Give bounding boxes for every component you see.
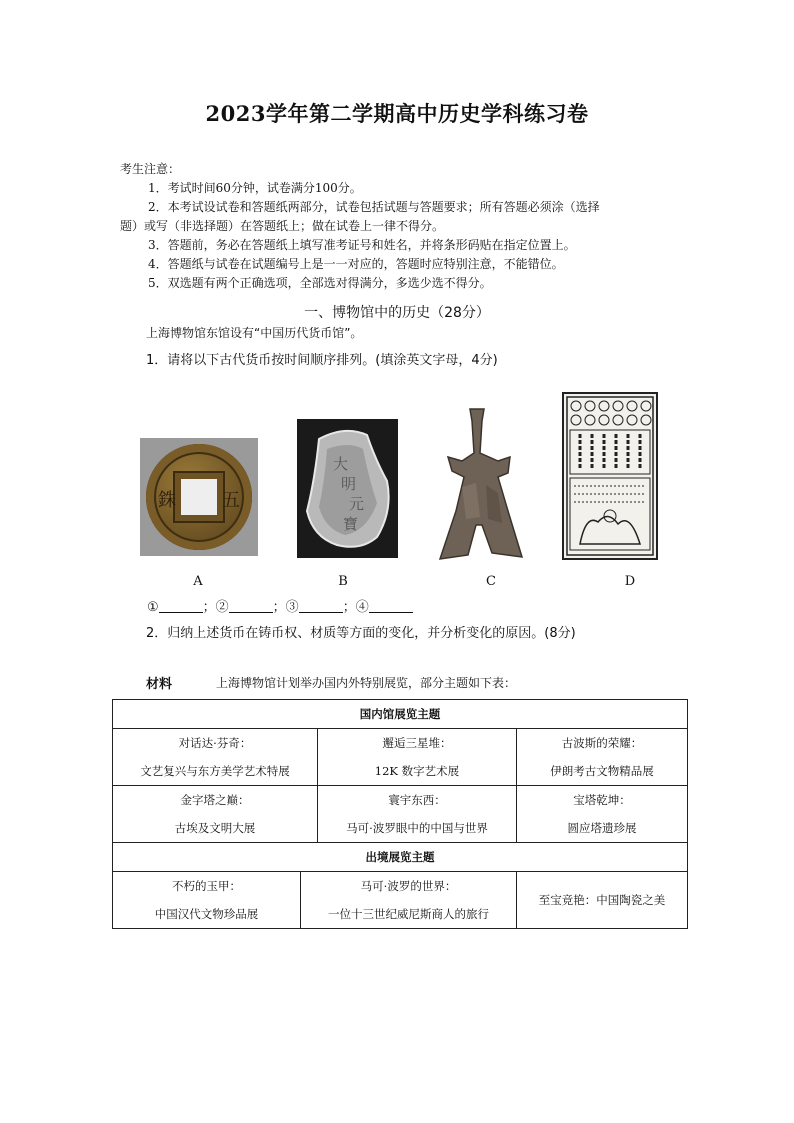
notice-item-1: 1．考试时间60分钟，试卷满分100分。 [148, 181, 362, 195]
ingot-char-3: 元 [349, 495, 365, 513]
notice-item-2: 2．本考试设试卷和答题纸两部分，试卷包括试题与答题要求；所有答题必须涂（选择 [148, 200, 600, 214]
paper-banknote-icon [562, 392, 658, 560]
table-cell: 邂逅三星堆： 12K 数字艺术展 [318, 729, 517, 786]
question-1: 1．请将以下古代货币按时间顺序排列。(填涂英文字母，4分) [146, 353, 498, 368]
spade-money-icon [436, 407, 526, 567]
notice-item-3: 3．答题前，务必在答题纸上填写准考证号和姓名，并将条形码贴在指定位置上。 [148, 238, 576, 252]
question-2: 2．归纳上述货币在铸币权、材质等方面的变化，并分析变化的原因。(8分) [146, 626, 576, 641]
table-cell: 寰宇东西： 马可·波罗眼中的中国与世界 [318, 786, 517, 843]
coin-inscription-right: 五 [222, 490, 240, 511]
answer-blanks [147, 596, 413, 615]
ingot-char-2: 明 [341, 475, 357, 493]
silver-ingot-icon [297, 419, 398, 558]
domestic-exhibitions-header: 国内馆展览主题 [113, 700, 688, 729]
ancient-square-hole-coin-icon [140, 438, 258, 556]
answer-blank-2[interactable] [229, 599, 273, 613]
section-intro: 上海博物馆东馆设有“中国历代货币馆”。 [146, 326, 363, 340]
image-label-c: C [486, 574, 496, 589]
notice-item-4: 4．答题纸与试卷在试题编号上是一一对应的，答题时应特别注意，不能错位。 [148, 257, 564, 271]
blank-marker-1: ① [147, 600, 159, 615]
image-label-a: A [193, 574, 203, 589]
answer-blank-1[interactable] [159, 599, 203, 613]
ingot-char-1: 大 [333, 455, 349, 473]
notice-item-2-continued: 题）或写（非选择题）在答题纸上；做在试卷上一律不得分。 [120, 219, 445, 233]
answer-blank-4[interactable] [369, 599, 413, 613]
answer-blank-3[interactable] [299, 599, 343, 613]
coin-inscription-left: 銖 [158, 490, 176, 511]
image-label-b: B [338, 574, 348, 589]
exam-notice [120, 160, 690, 293]
table-cell: 金字塔之巅： 古埃及文明大展 [113, 786, 318, 843]
image-label-d: D [624, 574, 636, 589]
exhibition-table [112, 699, 688, 929]
page-title: 2023学年第二学期高中历史学科练习卷 [205, 101, 589, 126]
blank-marker-2: ；② [202, 600, 229, 615]
notice-heading: 考生注意： [120, 162, 181, 176]
table-cell: 对话达·芬奇： 文艺复兴与东方美学艺术特展 [113, 729, 318, 786]
blank-marker-4: ；④ [342, 600, 369, 615]
table-cell: 不朽的玉甲： 中国汉代文物珍品展 [113, 872, 301, 929]
table-cell: 马可·波罗的世界： 一位十三世纪威尼斯商人的旅行 [301, 872, 517, 929]
material-text: 上海博物馆计划举办国内外特别展览，部分主题如下表： [216, 676, 517, 690]
material-label: 材料 [146, 677, 173, 692]
table-cell: 古波斯的荣耀： 伊朗考古文物精品展 [517, 729, 688, 786]
abroad-exhibitions-header: 出境展览主题 [113, 843, 688, 872]
table-cell: 至宝竞艳：中国陶瓷之美 [517, 872, 688, 929]
section-title: 一、博物馆中的历史（28分） [304, 305, 490, 321]
ingot-char-4: 寶 [343, 515, 359, 533]
table-cell: 宝塔乾坤： 圆应塔遗珍展 [517, 786, 688, 843]
notice-item-5: 5．双选题有两个正确选项，全部选对得满分，多选少选不得分。 [148, 276, 492, 290]
blank-marker-3: ；③ [272, 600, 299, 615]
